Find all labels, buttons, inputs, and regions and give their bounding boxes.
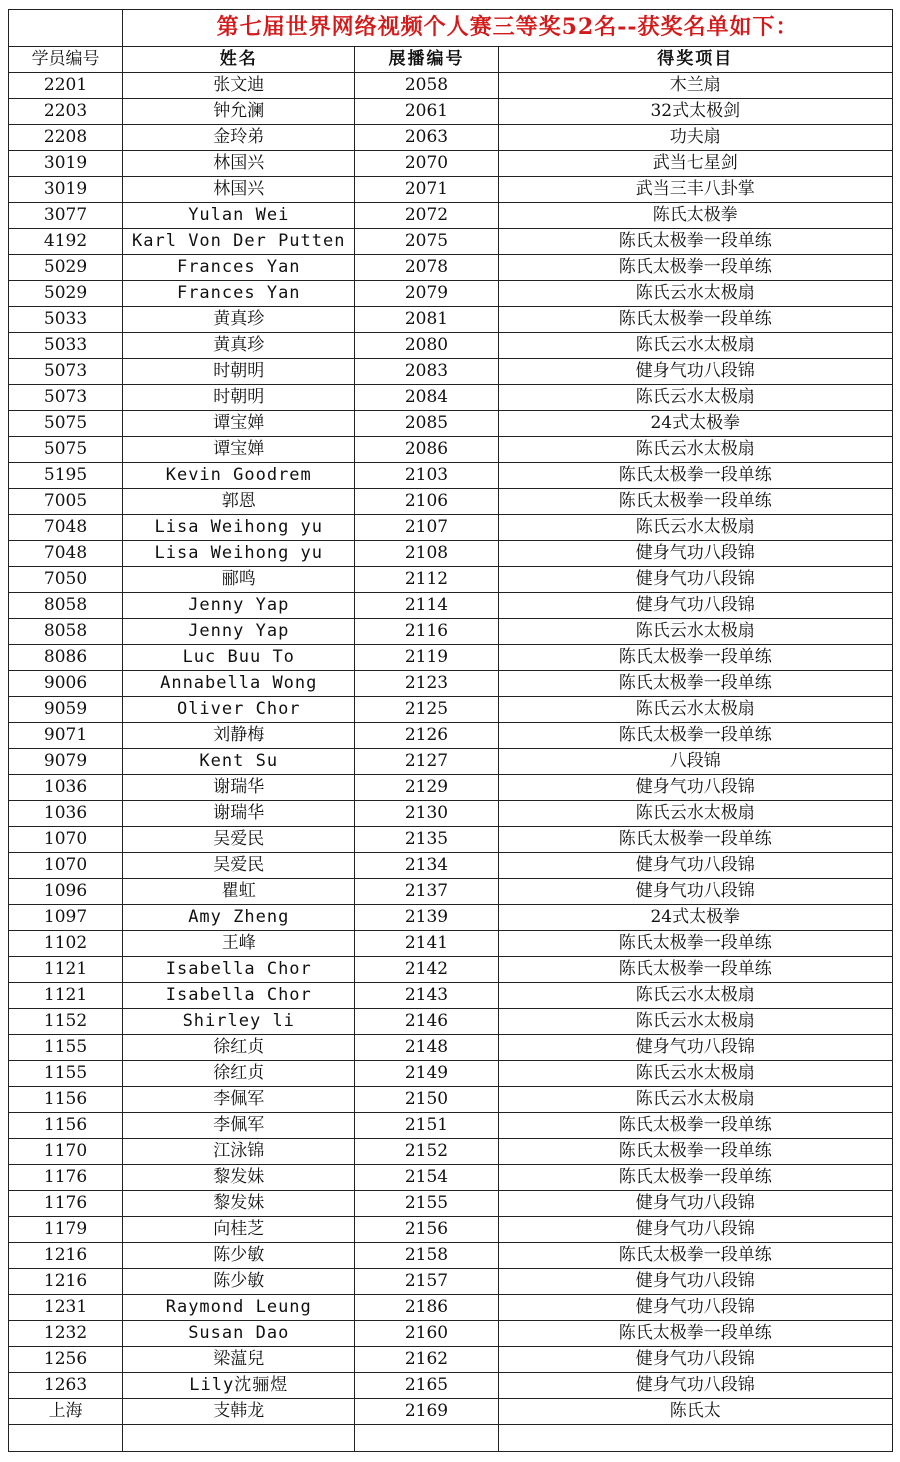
cell-award-item[interactable]: 健身气功八段锦 (498, 1373, 892, 1399)
cell-student-id[interactable]: 1232 (9, 1321, 123, 1347)
table-row (9, 1295, 893, 1321)
title-blank-cell[interactable] (9, 10, 123, 47)
cell-name[interactable]: 谢瑞华 (123, 775, 355, 801)
cell-name[interactable]: 陈少敏 (123, 1269, 355, 1295)
cell-student-id[interactable]: 5075 (9, 411, 123, 437)
cell-award-item[interactable]: 健身气功八段锦 (498, 541, 892, 567)
cell-student-id[interactable]: 1070 (9, 853, 123, 879)
cell-award-item[interactable]: 健身气功八段锦 (498, 853, 892, 879)
cell-award-item[interactable]: 陈氏云水太极扇 (498, 333, 892, 359)
cell-award-item[interactable]: 健身气功八段锦 (498, 567, 892, 593)
cell-broadcast-id[interactable]: 2151 (355, 1113, 498, 1139)
cell-award-item[interactable]: 32式太极剑 (498, 99, 892, 125)
cell-broadcast-id[interactable]: 2123 (355, 671, 498, 697)
cell-award-item[interactable]: 陈氏太极拳一段单练 (498, 957, 892, 983)
cell-student-id[interactable]: 1156 (9, 1087, 123, 1113)
cell-broadcast-id[interactable]: 2139 (355, 905, 498, 931)
cell-broadcast-id[interactable]: 2085 (355, 411, 498, 437)
cell-student-id[interactable]: 2203 (9, 99, 123, 125)
cell-student-id[interactable]: 1231 (9, 1295, 123, 1321)
cell-student-id[interactable]: 5033 (9, 307, 123, 333)
cell-name[interactable]: Luc Buu To (123, 645, 355, 671)
cell-name[interactable]: 向桂芝 (123, 1217, 355, 1243)
cell-broadcast-id[interactable]: 2148 (355, 1035, 498, 1061)
cell-broadcast-id[interactable]: 2103 (355, 463, 498, 489)
cell-student-id[interactable]: 1121 (9, 957, 123, 983)
table-row (9, 73, 893, 99)
cell-name[interactable]: Annabella Wong (123, 671, 355, 697)
cell-name[interactable]: 陈少敏 (123, 1243, 355, 1269)
cell-award-item[interactable]: 健身气功八段锦 (498, 879, 892, 905)
cell-award-item[interactable]: 陈氏太极拳一段单练 (498, 1139, 892, 1165)
table-row (9, 1399, 893, 1425)
cell-name[interactable]: Yulan Wei (123, 203, 355, 229)
cell-name[interactable]: 黄真珍 (123, 333, 355, 359)
cell-broadcast-id[interactable]: 2079 (355, 281, 498, 307)
cell-broadcast-id[interactable]: 2165 (355, 1373, 498, 1399)
cell-award-item[interactable]: 陈氏云水太极扇 (498, 437, 892, 463)
table-row (9, 1269, 893, 1295)
cell-broadcast-id[interactable]: 2061 (355, 99, 498, 125)
table-row (9, 1113, 893, 1139)
award-list-table (8, 9, 893, 1452)
cell-broadcast-id[interactable]: 2135 (355, 827, 498, 853)
cell-name[interactable]: Isabella Chor (123, 957, 355, 983)
cell-award-item[interactable]: 健身气功八段锦 (498, 775, 892, 801)
cell-student-id[interactable]: 1176 (9, 1191, 123, 1217)
cell-award-item[interactable]: 陈氏太极拳一段单练 (498, 723, 892, 749)
cell-student-id[interactable]: 7050 (9, 567, 123, 593)
cell-student-id[interactable]: 1070 (9, 827, 123, 853)
cell-award-item[interactable]: 武当三丰八卦掌 (498, 177, 892, 203)
cell-broadcast-id[interactable]: 2137 (355, 879, 498, 905)
cell-broadcast-id[interactable]: 2127 (355, 749, 498, 775)
table-row (9, 957, 893, 983)
table-row (9, 853, 893, 879)
cell-student-id[interactable]: 8058 (9, 619, 123, 645)
cell-student-id[interactable]: 1036 (9, 801, 123, 827)
cell-broadcast-id[interactable]: 2106 (355, 489, 498, 515)
cell-broadcast-id[interactable]: 2083 (355, 359, 498, 385)
table-row (9, 255, 893, 281)
cell-student-id[interactable]: 1256 (9, 1347, 123, 1373)
table-row (9, 983, 893, 1009)
cell-award-item[interactable]: 陈氏云水太极扇 (498, 385, 892, 411)
cell-broadcast-id[interactable]: 2160 (355, 1321, 498, 1347)
cell-broadcast-id[interactable]: 2141 (355, 931, 498, 957)
cell-student-id[interactable]: 2208 (9, 125, 123, 151)
cell-award-item[interactable]: 陈氏云水太极扇 (498, 619, 892, 645)
cell-student-id[interactable]: 1097 (9, 905, 123, 931)
cell-broadcast-id[interactable]: 2072 (355, 203, 498, 229)
cell-broadcast-id[interactable]: 2078 (355, 255, 498, 281)
cell-name[interactable]: Amy Zheng (123, 905, 355, 931)
cell-name[interactable]: 徐红贞 (123, 1035, 355, 1061)
cell-award-item[interactable]: 健身气功八段锦 (498, 1191, 892, 1217)
header-row (9, 47, 893, 73)
cell-name[interactable]: 江泳锦 (123, 1139, 355, 1165)
cell-award-item[interactable]: 功夫扇 (498, 125, 892, 151)
cell-student-id[interactable]: 7048 (9, 515, 123, 541)
cell-broadcast-id[interactable]: 2158 (355, 1243, 498, 1269)
cell-name[interactable]: Frances Yan (123, 255, 355, 281)
cell-broadcast-id[interactable]: 2071 (355, 177, 498, 203)
cell-name[interactable]: Karl Von Der Putten (123, 229, 355, 255)
cell-student-id[interactable]: 1216 (9, 1243, 123, 1269)
cell-student-id[interactable]: 1263 (9, 1373, 123, 1399)
cell-award-item[interactable]: 健身气功八段锦 (498, 1217, 892, 1243)
cell-award-item[interactable]: 健身气功八段锦 (498, 593, 892, 619)
cell-award-item[interactable]: 陈氏太极拳一段单练 (498, 827, 892, 853)
table-row (9, 697, 893, 723)
table-row (9, 645, 893, 671)
empty-row (9, 1425, 893, 1452)
cell-student-id[interactable]: 1155 (9, 1035, 123, 1061)
cell-name[interactable]: Lisa Weihong yu (123, 541, 355, 567)
cell-name[interactable]: Lisa Weihong yu (123, 515, 355, 541)
table-row (9, 411, 893, 437)
cell-award-item[interactable]: 陈氏云水太极扇 (498, 801, 892, 827)
cell-broadcast-id[interactable]: 2125 (355, 697, 498, 723)
table-row (9, 463, 893, 489)
cell-name[interactable]: 谢瑞华 (123, 801, 355, 827)
cell-award-item[interactable]: 陈氏太极拳一段单练 (498, 1113, 892, 1139)
cell-student-id[interactable]: 1152 (9, 1009, 123, 1035)
cell-broadcast-id[interactable]: 2063 (355, 125, 498, 151)
table-row (9, 541, 893, 567)
cell-award-item[interactable]: 陈氏太极拳一段单练 (498, 463, 892, 489)
cell-name[interactable]: 支韩龙 (123, 1399, 355, 1425)
title-row (9, 10, 893, 47)
cell-student-id[interactable]: 7005 (9, 489, 123, 515)
table-row (9, 827, 893, 853)
cell-student-id[interactable]: 5195 (9, 463, 123, 489)
cell-name[interactable]: 郭恩 (123, 489, 355, 515)
cell-name[interactable]: Lily沈骊煜 (123, 1373, 355, 1399)
cell-name[interactable]: 金玲弟 (123, 125, 355, 151)
table-row (9, 593, 893, 619)
table-row (9, 1009, 893, 1035)
cell-award-item[interactable]: 武当七星剑 (498, 151, 892, 177)
cell-student-id[interactable]: 1216 (9, 1269, 123, 1295)
cell-award-item[interactable]: 陈氏太极拳一段单练 (498, 307, 892, 333)
cell-name[interactable]: 黎发妹 (123, 1165, 355, 1191)
cell-name[interactable]: Shirley li (123, 1009, 355, 1035)
cell-award-item[interactable]: 健身气功八段锦 (498, 1269, 892, 1295)
cell-broadcast-id[interactable]: 2119 (355, 645, 498, 671)
table-row (9, 151, 893, 177)
cell-student-id[interactable]: 1102 (9, 931, 123, 957)
cell-name[interactable]: Isabella Chor (123, 983, 355, 1009)
header-name[interactable]: 姓名 (123, 47, 355, 73)
cell-name[interactable]: 张文迪 (123, 73, 355, 99)
cell-name[interactable]: 谭宝婵 (123, 411, 355, 437)
cell-name[interactable]: Jenny Yap (123, 619, 355, 645)
cell-name[interactable]: Raymond Leung (123, 1295, 355, 1321)
table-row (9, 1373, 893, 1399)
cell-award-item[interactable]: 木兰扇 (498, 73, 892, 99)
cell-award-item[interactable]: 陈氏太极拳一段单练 (498, 229, 892, 255)
cell-student-id[interactable]: 9079 (9, 749, 123, 775)
cell-award-item[interactable]: 陈氏太极拳一段单练 (498, 671, 892, 697)
cell-broadcast-id[interactable]: 2086 (355, 437, 498, 463)
cell-award-item[interactable]: 健身气功八段锦 (498, 1295, 892, 1321)
cell-student-id[interactable]: 3019 (9, 151, 123, 177)
cell-award-item[interactable] (498, 1425, 892, 1452)
table-row (9, 1035, 893, 1061)
table-row (9, 1191, 893, 1217)
table-row (9, 905, 893, 931)
cell-award-item[interactable]: 陈氏太极拳一段单练 (498, 931, 892, 957)
cell-broadcast-id[interactable]: 2149 (355, 1061, 498, 1087)
cell-student-id[interactable]: 1155 (9, 1061, 123, 1087)
cell-student-id[interactable]: 3077 (9, 203, 123, 229)
cell-award-item[interactable]: 陈氏太极拳一段单练 (498, 1321, 892, 1347)
cell-student-id[interactable]: 上海 (9, 1399, 123, 1425)
cell-student-id[interactable]: 5033 (9, 333, 123, 359)
cell-student-id[interactable]: 5073 (9, 359, 123, 385)
title-cell[interactable] (123, 10, 893, 47)
cell-award-item[interactable]: 健身气功八段锦 (498, 359, 892, 385)
cell-student-id[interactable]: 8058 (9, 593, 123, 619)
cell-award-item[interactable]: 健身气功八段锦 (498, 1347, 892, 1373)
cell-name[interactable]: 林国兴 (123, 151, 355, 177)
cell-student-id[interactable]: 1121 (9, 983, 123, 1009)
cell-broadcast-id[interactable]: 2134 (355, 853, 498, 879)
table-row (9, 489, 893, 515)
cell-name[interactable]: 李佩军 (123, 1113, 355, 1139)
cell-student-id[interactable]: 5075 (9, 437, 123, 463)
table-row (9, 749, 893, 775)
cell-broadcast-id[interactable]: 2150 (355, 1087, 498, 1113)
cell-broadcast-id[interactable]: 2080 (355, 333, 498, 359)
cell-broadcast-id[interactable]: 2146 (355, 1009, 498, 1035)
table-row (9, 229, 893, 255)
cell-broadcast-id[interactable]: 2081 (355, 307, 498, 333)
cell-award-item[interactable]: 陈氏太极拳一段单练 (498, 1165, 892, 1191)
table-row (9, 281, 893, 307)
cell-name[interactable]: 时朝明 (123, 385, 355, 411)
cell-broadcast-id[interactable]: 2152 (355, 1139, 498, 1165)
table-row (9, 515, 893, 541)
table-row (9, 931, 893, 957)
cell-award-item[interactable]: 陈氏太极拳一段单练 (498, 489, 892, 515)
cell-student-id[interactable]: 1176 (9, 1165, 123, 1191)
table-row (9, 879, 893, 905)
cell-name[interactable]: Oliver Chor (123, 697, 355, 723)
cell-name[interactable]: 郦鸣 (123, 567, 355, 593)
cell-broadcast-id[interactable]: 2114 (355, 593, 498, 619)
cell-name[interactable]: 吴爱民 (123, 827, 355, 853)
cell-name[interactable]: 黎发妹 (123, 1191, 355, 1217)
cell-award-item[interactable]: 陈氏云水太极扇 (498, 1087, 892, 1113)
cell-broadcast-id[interactable]: 2058 (355, 73, 498, 99)
cell-name[interactable]: Kevin Goodrem (123, 463, 355, 489)
table-row (9, 1321, 893, 1347)
cell-student-id[interactable]: 1096 (9, 879, 123, 905)
sheet-title: 第七届世界网络视频个人赛三等奖52名--获奖名单如下： (216, 14, 799, 40)
table-row (9, 1087, 893, 1113)
cell-award-item[interactable]: 24式太极拳 (498, 905, 892, 931)
cell-broadcast-id[interactable]: 2154 (355, 1165, 498, 1191)
cell-award-item[interactable]: 24式太极拳 (498, 411, 892, 437)
table-row (9, 775, 893, 801)
cell-name[interactable]: Jenny Yap (123, 593, 355, 619)
cell-name[interactable]: 刘静梅 (123, 723, 355, 749)
cell-broadcast-id[interactable]: 2112 (355, 567, 498, 593)
cell-award-item[interactable]: 健身气功八段锦 (498, 1035, 892, 1061)
table-row (9, 567, 893, 593)
cell-award-item[interactable]: 陈氏云水太极扇 (498, 281, 892, 307)
cell-name[interactable]: 李佩军 (123, 1087, 355, 1113)
header-broadcast-id[interactable]: 展播编号 (355, 47, 498, 73)
cell-award-item[interactable]: 陈氏太极拳一段单练 (498, 255, 892, 281)
table-row (9, 125, 893, 151)
table-row (9, 203, 893, 229)
cell-broadcast-id[interactable]: 2126 (355, 723, 498, 749)
cell-student-id[interactable]: 9006 (9, 671, 123, 697)
cell-name[interactable]: 谭宝婵 (123, 437, 355, 463)
table-row (9, 1165, 893, 1191)
cell-broadcast-id[interactable]: 2070 (355, 151, 498, 177)
cell-student-id[interactable]: 5029 (9, 255, 123, 281)
cell-student-id[interactable]: 3019 (9, 177, 123, 203)
table-row (9, 723, 893, 749)
cell-student-id[interactable]: 7048 (9, 541, 123, 567)
cell-student-id[interactable] (9, 1425, 123, 1452)
cell-name[interactable]: 林国兴 (123, 177, 355, 203)
cell-broadcast-id[interactable]: 2169 (355, 1399, 498, 1425)
cell-student-id[interactable]: 2201 (9, 73, 123, 99)
cell-student-id[interactable]: 5029 (9, 281, 123, 307)
cell-broadcast-id[interactable]: 2157 (355, 1269, 498, 1295)
cell-award-item[interactable]: 陈氏云水太极扇 (498, 1009, 892, 1035)
cell-broadcast-id[interactable]: 2107 (355, 515, 498, 541)
cell-broadcast-id[interactable]: 2143 (355, 983, 498, 1009)
cell-broadcast-id[interactable]: 2075 (355, 229, 498, 255)
table-row (9, 671, 893, 697)
cell-name[interactable] (123, 1425, 355, 1452)
cell-broadcast-id[interactable]: 2162 (355, 1347, 498, 1373)
table-row (9, 801, 893, 827)
table-row (9, 1243, 893, 1269)
cell-broadcast-id[interactable] (355, 1425, 498, 1452)
cell-award-item[interactable]: 陈氏太极拳一段单练 (498, 1243, 892, 1269)
table-row (9, 385, 893, 411)
cell-award-item[interactable]: 陈氏云水太极扇 (498, 697, 892, 723)
cell-name[interactable]: 钟允澜 (123, 99, 355, 125)
cell-award-item[interactable]: 陈氏太 (498, 1399, 892, 1425)
cell-award-item[interactable]: 陈氏太极拳 (498, 203, 892, 229)
table-row (9, 177, 893, 203)
cell-broadcast-id[interactable]: 2129 (355, 775, 498, 801)
cell-name[interactable]: 吴爱民 (123, 853, 355, 879)
cell-name[interactable]: Frances Yan (123, 281, 355, 307)
cell-name[interactable]: 梁蕰兒 (123, 1347, 355, 1373)
cell-award-item[interactable]: 陈氏太极拳一段单练 (498, 645, 892, 671)
cell-broadcast-id[interactable]: 2142 (355, 957, 498, 983)
cell-award-item[interactable]: 八段锦 (498, 749, 892, 775)
cell-broadcast-id[interactable]: 2084 (355, 385, 498, 411)
table-row (9, 359, 893, 385)
table-row (9, 99, 893, 125)
cell-broadcast-id[interactable]: 2108 (355, 541, 498, 567)
cell-name[interactable]: 王峰 (123, 931, 355, 957)
table-row (9, 1347, 893, 1373)
cell-award-item[interactable]: 陈氏云水太极扇 (498, 1061, 892, 1087)
cell-broadcast-id[interactable]: 2116 (355, 619, 498, 645)
cell-award-item[interactable]: 陈氏云水太极扇 (498, 983, 892, 1009)
cell-student-id[interactable]: 5073 (9, 385, 123, 411)
table-row (9, 1061, 893, 1087)
cell-student-id[interactable]: 1170 (9, 1139, 123, 1165)
cell-broadcast-id[interactable]: 2155 (355, 1191, 498, 1217)
cell-name[interactable]: 黄真珍 (123, 307, 355, 333)
table-row (9, 619, 893, 645)
table-row (9, 307, 893, 333)
cell-student-id[interactable]: 8086 (9, 645, 123, 671)
table-row (9, 333, 893, 359)
cell-student-id[interactable]: 9071 (9, 723, 123, 749)
cell-student-id[interactable]: 1156 (9, 1113, 123, 1139)
cell-name[interactable]: Kent Su (123, 749, 355, 775)
cell-broadcast-id[interactable]: 2130 (355, 801, 498, 827)
cell-name[interactable]: 时朝明 (123, 359, 355, 385)
cell-name[interactable]: Susan Dao (123, 1321, 355, 1347)
cell-broadcast-id[interactable]: 2186 (355, 1295, 498, 1321)
cell-student-id[interactable]: 9059 (9, 697, 123, 723)
header-award-item[interactable]: 得奖项目 (498, 47, 892, 73)
cell-student-id[interactable]: 1179 (9, 1217, 123, 1243)
cell-student-id[interactable]: 1036 (9, 775, 123, 801)
cell-award-item[interactable]: 陈氏云水太极扇 (498, 515, 892, 541)
header-student-id[interactable]: 学员编号 (9, 47, 123, 73)
table-row (9, 1139, 893, 1165)
cell-name[interactable]: 徐红贞 (123, 1061, 355, 1087)
cell-student-id[interactable]: 4192 (9, 229, 123, 255)
table-row (9, 1217, 893, 1243)
cell-broadcast-id[interactable]: 2156 (355, 1217, 498, 1243)
cell-name[interactable]: 瞿虹 (123, 879, 355, 905)
table-row (9, 437, 893, 463)
